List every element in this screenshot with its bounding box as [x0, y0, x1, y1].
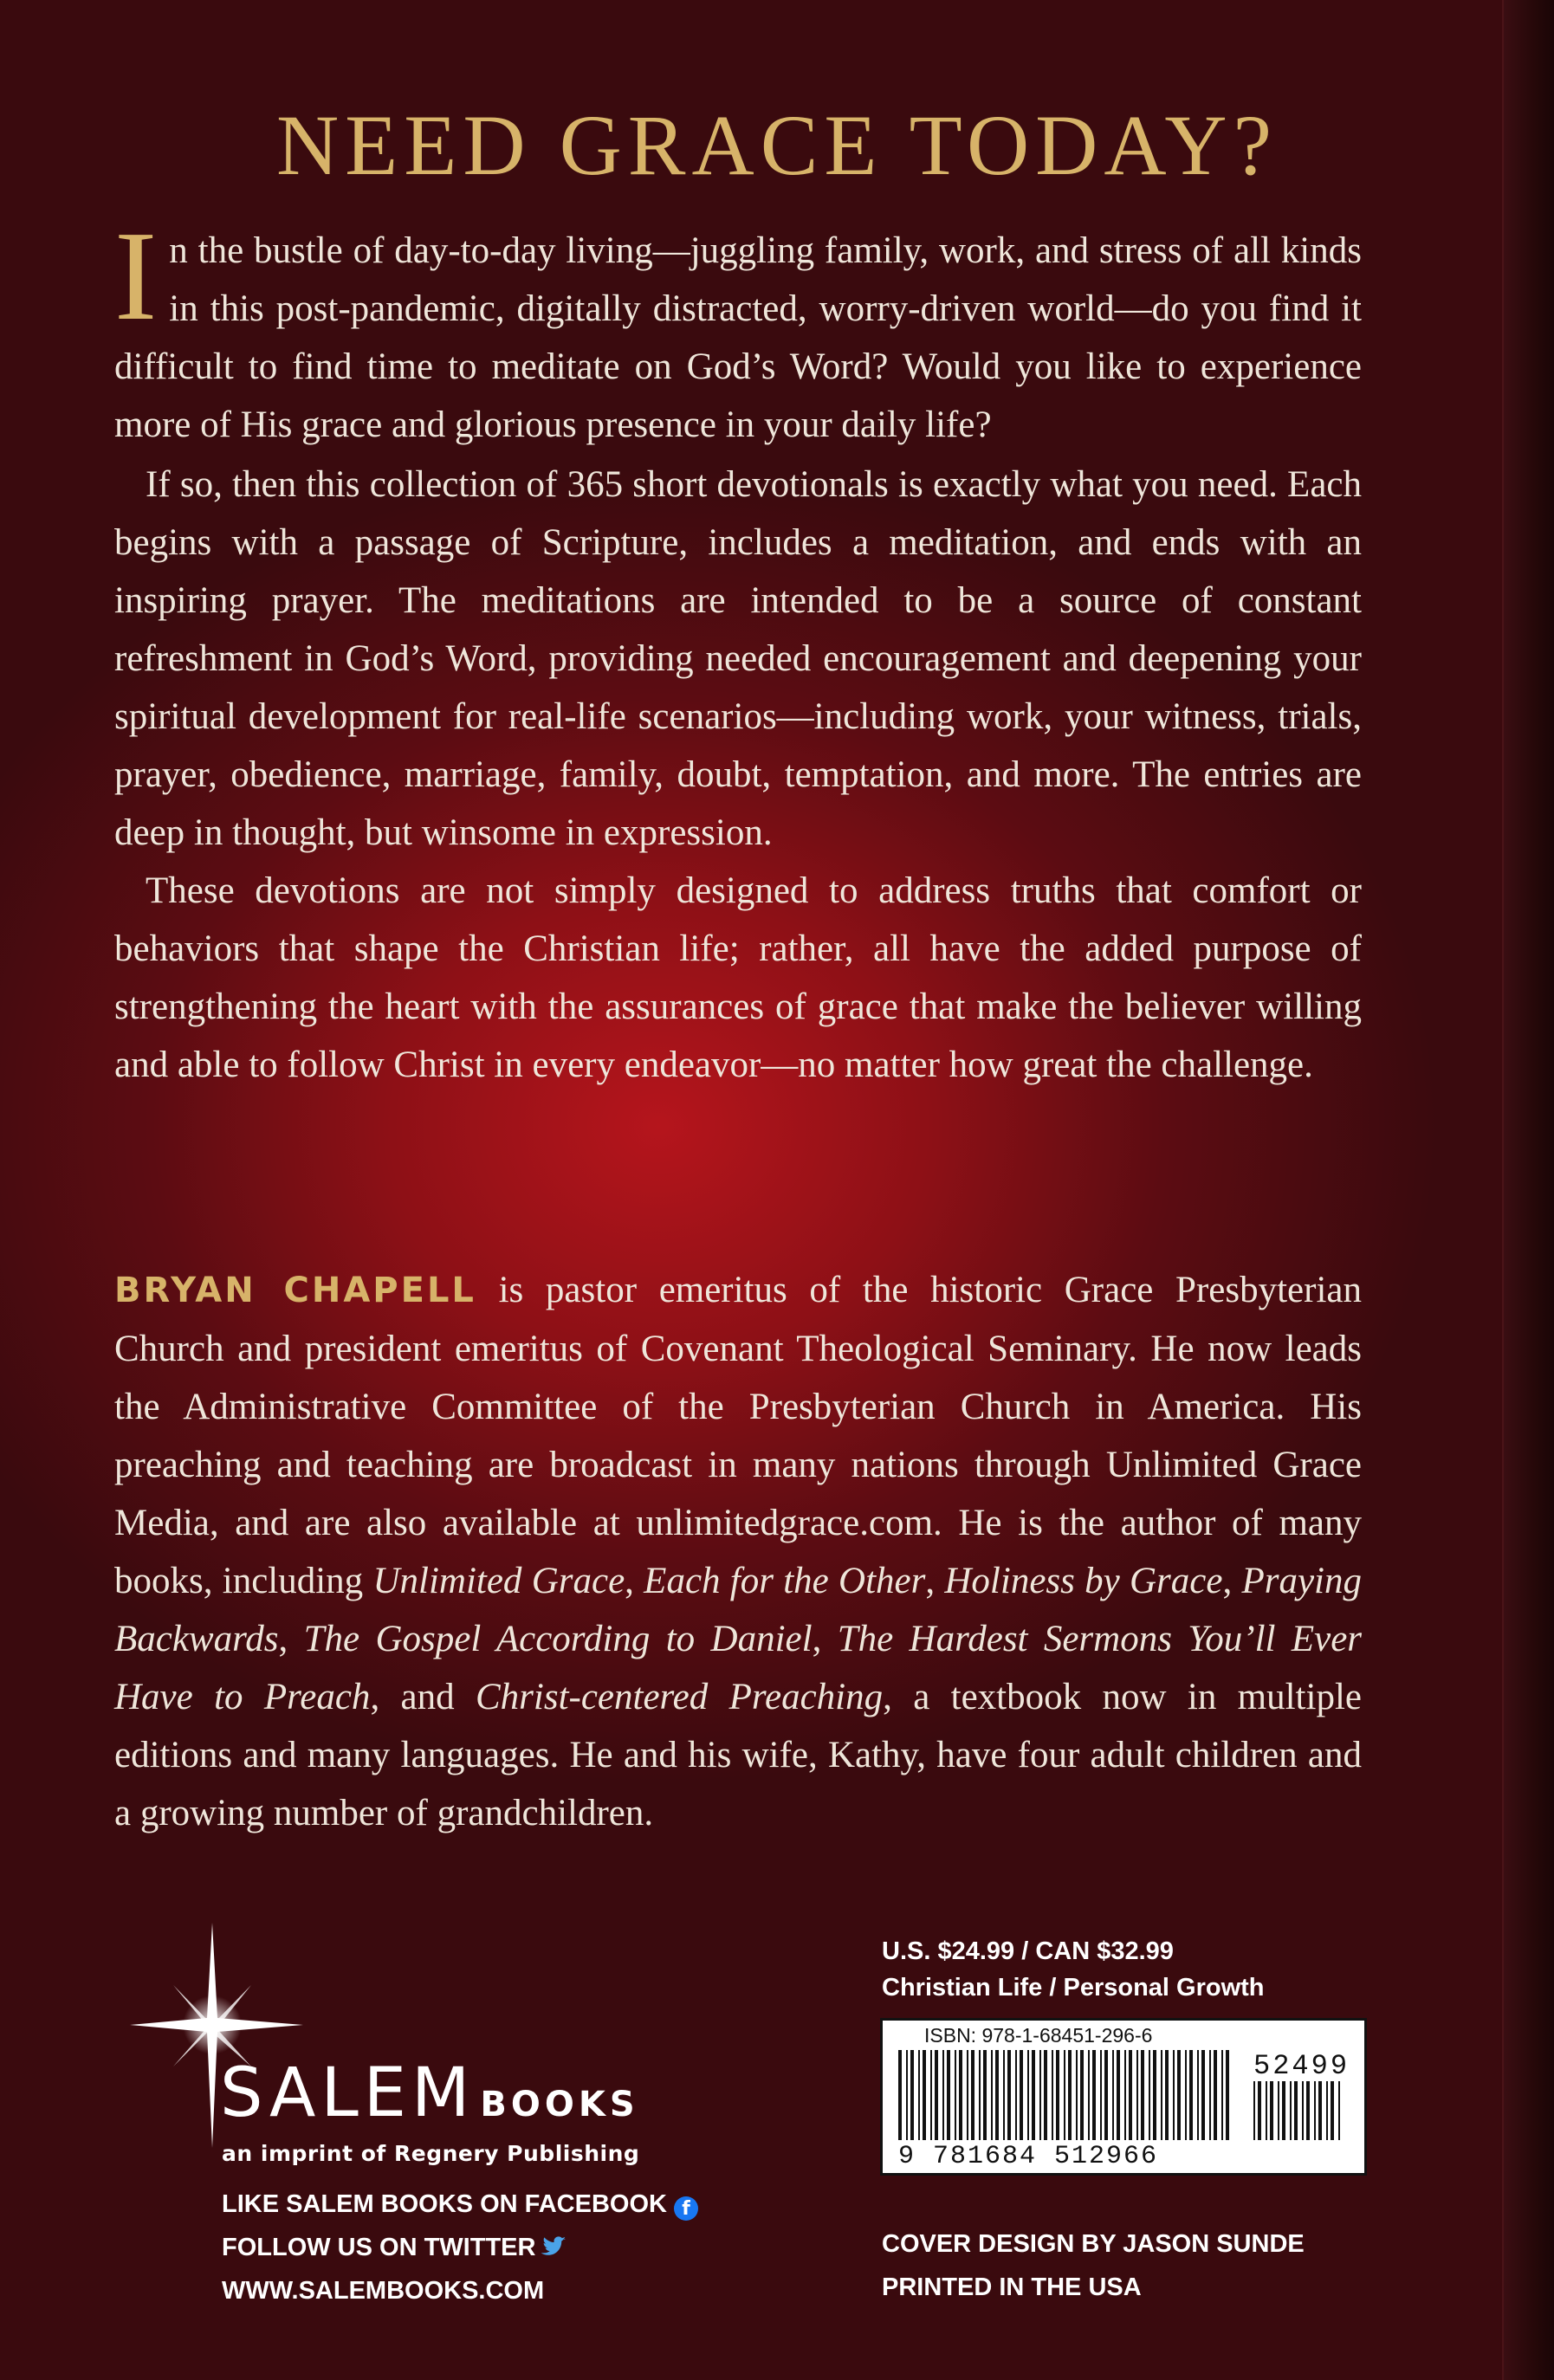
barcode-bar: [1201, 2050, 1205, 2140]
book-title: Holiness by Grace: [944, 1561, 1223, 1601]
book-title: Each for the Other: [644, 1561, 926, 1601]
barcode-bar: [1007, 2050, 1011, 2140]
barcode-bar: [959, 2050, 962, 2140]
barcode-bar: [1189, 2050, 1193, 2140]
facebook-text: LIKE SALEM BOOKS ON FACEBOOK: [222, 2190, 667, 2218]
twitter-bird-icon: [541, 2236, 567, 2257]
barcode-bar: [1088, 2050, 1090, 2140]
website-line: WWW.SALEMBOOKS.COM: [222, 2277, 545, 2305]
book-title: Praying Backwards: [114, 1561, 1363, 1659]
imprint-line: an imprint of Regnery Publishing: [222, 2141, 640, 2166]
barcode-bar: [1314, 2081, 1316, 2140]
barcode-bar: [1318, 2081, 1322, 2140]
social-links: [222, 2183, 698, 2312]
barcode-bar: [1306, 2081, 1310, 2140]
price-text: U.S. $24.99 / CAN $32.99: [882, 1937, 1174, 1965]
barcode-bar: [906, 2050, 908, 2140]
barcode-bar: [1124, 2050, 1126, 2140]
barcode-bar: [1100, 2050, 1102, 2140]
barcode-bar: [1290, 2081, 1292, 2140]
salem-wordmark-main: SALEM: [220, 2054, 476, 2132]
barcode-bar: [1112, 2050, 1114, 2140]
price-code: 52499: [1253, 2050, 1350, 2082]
barcode-bar: [1039, 2050, 1041, 2140]
barcode-bar: [1032, 2050, 1035, 2140]
barcode-bar: [1209, 2050, 1211, 2140]
barcode-bar: [1056, 2050, 1059, 2140]
barcode-bar: [1214, 2050, 1217, 2140]
credits-block: [882, 2222, 1305, 2309]
salem-books-logo: [130, 1923, 650, 2165]
bio-separator: , and: [370, 1677, 476, 1717]
description-text: [114, 205, 1362, 1094]
barcode-bar: [1173, 2050, 1175, 2140]
facebook-line: [222, 2183, 698, 2226]
bio-text: is pastor emeritus of the historic Grace Presbyterian Church and president emeritus of Covenant Theological Seminary. He now leads the Administrative Committee of the Presbyterian Church in America. His preaching and teaching are broadcast in many nations through Unlimited Grace Media, and are also available at unlimitedgrace.com. He is the author of many books, including: [114, 1270, 1362, 1601]
barcode-bar: [1266, 2081, 1267, 2140]
barcode-bar: [1052, 2050, 1053, 2140]
barcode-bar: [910, 2050, 914, 2140]
price-block: [882, 1933, 1265, 2006]
barcode-bar: [1020, 2050, 1023, 2140]
barcode-bar: [1149, 2050, 1150, 2140]
bio-separator: ,: [278, 1619, 304, 1659]
intro-paragraph-3: These devotions are not simply designed to address truths that comfort or behaviors that shape the Christian life; rather, all have the added purpose of strengthening the heart with the assurances of grace that make the believer willing and able to follow Christ in every endeavor—no matter how great the challenge.: [114, 870, 1362, 1085]
barcode-bar: [1027, 2050, 1029, 2140]
barcode-bar: [1270, 2081, 1273, 2140]
barcode-bar: [1068, 2050, 1072, 2140]
facebook-icon: f: [674, 2196, 698, 2221]
barcode-bar: [1185, 2050, 1187, 2140]
category-text: Christian Life / Personal Growth: [882, 1974, 1265, 2002]
twitter-text: FOLLOW US ON TWITTER: [222, 2234, 536, 2261]
barcode-bar: [935, 2050, 938, 2140]
barcode-bar: [1197, 2050, 1199, 2140]
spine-edge: [1502, 0, 1554, 2380]
cover-design-credit: COVER DESIGN BY JASON SUNDE: [882, 2230, 1305, 2258]
barcode-bar: [1282, 2081, 1285, 2140]
bio-separator: ,: [625, 1561, 644, 1601]
intro-paragraph-1-text: n the bustle of day-to-day living—juggling family, work, and stress of all kinds in this post-pandemic, digitally distracted, worry-driven world—do you find it difficult to find time to meditate on God’s Word? Would you like to experience more of His grace and glorious presence in your daily life?: [114, 230, 1362, 445]
barcode-bar: [1161, 2050, 1162, 2140]
twitter-line: [222, 2226, 698, 2269]
barcode-bar: [991, 2050, 993, 2140]
barcode-bar: [1278, 2081, 1279, 2140]
barcode-bar: [995, 2050, 999, 2140]
barcode-bar: [1153, 2050, 1156, 2140]
barcode-bar: [930, 2050, 932, 2140]
barcode-bar: [971, 2050, 974, 2140]
author-name: BRYAN CHAPELL: [114, 1271, 476, 1310]
barcode-bar: [1015, 2050, 1017, 2140]
barcode-bar: [1258, 2081, 1261, 2140]
isbn-label: ISBN: 978-1-68451-296-6: [924, 2024, 1153, 2047]
salem-wordmark: [220, 2054, 639, 2132]
intro-paragraph-1: [114, 205, 1362, 454]
barcode-bar: [979, 2050, 981, 2140]
barcode-bar: [1064, 2050, 1065, 2140]
barcode-bar: [1302, 2081, 1304, 2140]
barcode-bar: [1177, 2050, 1181, 2140]
barcode-bar: [918, 2050, 920, 2140]
barcode-bar: [1092, 2050, 1096, 2140]
barcode-bar: [1294, 2081, 1298, 2140]
bio-text: , a textbook now in multiple editions and many languages. He and his wife, Kathy, have four adult children and a growing number of grandchildren.: [114, 1677, 1362, 1834]
barcode-bar: [1326, 2081, 1328, 2140]
barcode-bar: [1221, 2050, 1223, 2140]
barcode-bar: [1076, 2050, 1078, 2140]
book-title: The Hardest Sermons You’ll Ever Have to Preach: [114, 1619, 1363, 1717]
barcode-bar: [1003, 2050, 1005, 2140]
barcode-bar: [1104, 2050, 1108, 2140]
printed-in-text: PRINTED IN THE USA: [882, 2273, 1142, 2301]
isbn-barcode: [880, 2018, 1367, 2176]
barcode-bar: [923, 2050, 926, 2140]
barcode-bar: [983, 2050, 987, 2140]
barcode-bar: [1141, 2050, 1144, 2140]
barcode-bar: [1129, 2050, 1132, 2140]
headline: NEED GRACE TODAY?: [275, 97, 1279, 193]
barcode-bar: [955, 2050, 956, 2140]
book-title: Christ-centered Preaching: [475, 1677, 884, 1717]
drop-cap: I: [114, 205, 158, 347]
barcode-bar: [1136, 2050, 1138, 2140]
barcode-bar: [1044, 2050, 1047, 2140]
bio-separator: ,: [812, 1619, 838, 1659]
barcode-bar: [942, 2050, 944, 2140]
intro-paragraph-2: If so, then this collection of 365 short devotionals is exactly what you need. Each begins with a passage of Scripture, includes a meditation, and ends with an inspiring prayer. The meditations are intended to be a source of constant refreshment in God’s Word, providing needed encouragement and deepening your spiritual development for real-life scenarios—including work, your witness, trials, prayer, obedience, marriage, family, doubt, temptation, and more. The entries are deep in thought, but winsome in expression.: [114, 464, 1362, 853]
barcode-bar: [967, 2050, 968, 2140]
barcode-bar: [898, 2050, 902, 2140]
barcode-bar: [1080, 2050, 1084, 2140]
barcode-digits: 9 781684 512966: [898, 2142, 1159, 2171]
barcode-bar: [1253, 2081, 1255, 2140]
barcode-bar: [1331, 2081, 1334, 2140]
barcode-bar: [1338, 2081, 1340, 2140]
bio-separator: ,: [1222, 1561, 1242, 1601]
author-bio-paragraph: [114, 1261, 1362, 1842]
salem-wordmark-sub: BOOKS: [480, 2085, 639, 2125]
bio-separator: ,: [925, 1561, 945, 1601]
book-title: The Gospel According to Daniel: [303, 1619, 813, 1659]
barcode-bar: [1165, 2050, 1169, 2140]
barcode-bar: [1117, 2050, 1120, 2140]
barcode-bar: [1226, 2050, 1229, 2140]
book-title: Unlimited Grace: [372, 1561, 625, 1601]
author-bio: [114, 1261, 1362, 1842]
barcode-bar: [947, 2050, 950, 2140]
